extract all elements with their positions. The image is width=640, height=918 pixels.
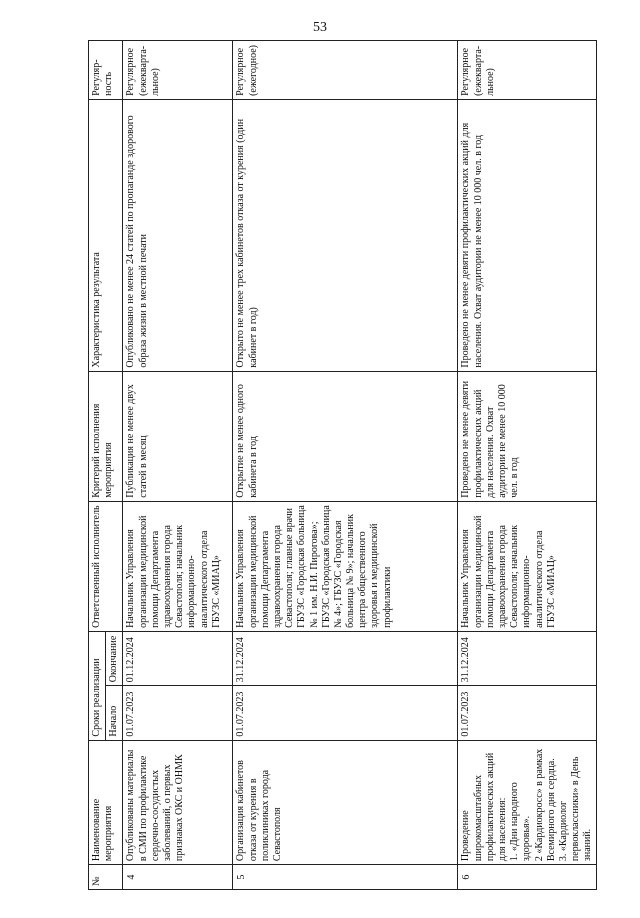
row-regularity: Регулярное (ежекварта-льное) [458, 41, 597, 100]
row-characteristic: Проведено не менее девяти профилактических акций для населения. Охват аудитории не менее 10 000 чел. в год [458, 99, 597, 371]
header-responsible: Ответственный исполнитель [89, 501, 123, 631]
table-header-row [89, 41, 106, 890]
header-start: Начало [106, 686, 123, 740]
row-name: Опубликованы материалы в СМИ по профилактике сердечно-сосудистых заболеваний, о первых признаках ОКС и ОНМК [123, 740, 233, 865]
rotated-table-container [88, 40, 594, 890]
row-responsible: Начальник Управления организации медицинской помощи Департамента здравоохранения города Севастополя; главные врачи ГБУЗС «Городская больница № 1 им. Н.И. Пирогова»; ГБУЗС «Городская больница № 4»; ГБУЗС «Городская больница № 9»; начальник центра общественного здоровья и медицинской профилактики [233, 501, 458, 631]
row-start: 01.07.2023 [123, 686, 233, 740]
row-responsible: Начальник Управления организации медицинской помощи Департамента здравоохранения города Севастополя; начальник информационно-аналитического отдела ГБУЗС «МИАЦ» [123, 501, 233, 631]
row-end: 01.12.2024 [123, 631, 233, 685]
header-dates: Сроки реализации [89, 631, 106, 740]
row-regularity: Регулярное (ежекварта-льное) [123, 41, 233, 100]
header-criterion: Критерий исполнения мероприятия [89, 371, 123, 501]
activities-table [88, 40, 597, 890]
row-criterion: Проведено не менее девяти профилактических акций для населения. Охват аудитории не менее 10 000 чел. в год [458, 371, 597, 501]
row-start: 01.07.2023 [233, 686, 458, 740]
row-name: Проведение широкомасштабных профилактических акций для населения: 1. «Дни народного здоровья». 2 «Кардиокросс» в рамках Всемирного дня сердца. 3. «Кардиолог первоклассники» в День знаний. [458, 740, 597, 865]
page-number: 53 [313, 20, 327, 35]
header-name: Наименование мероприятия [89, 740, 123, 865]
row-criterion: Открытие не менее одного кабинета в год [233, 371, 458, 501]
table-row [123, 41, 233, 890]
header-num: № [89, 865, 123, 890]
row-regularity: Регулярное (ежегодное) [233, 41, 458, 100]
header-regularity: Регуляр-ность [89, 41, 123, 100]
header-end: Окончание [106, 631, 123, 685]
row-criterion: Публикация не менее двух статей в месяц [123, 371, 233, 501]
row-characteristic: Опубликовано не менее 24 статей по пропаганде здорового образа жизни в местной печати [123, 99, 233, 371]
row-start: 01.07.2023 [458, 686, 597, 740]
row-characteristic: Открыто не менее трех кабинетов отказа от курения (один кабинет в год) [233, 99, 458, 371]
row-end: 31.12.2024 [233, 631, 458, 685]
row-name: Организация кабинетов отказа от курения в поликлиниках города Севастополя [233, 740, 458, 865]
table-row [458, 41, 597, 890]
row-num: 6 [458, 865, 597, 890]
row-end: 31.12.2024 [458, 631, 597, 685]
row-num: 4 [123, 865, 233, 890]
header-characteristic: Характеристика результата [89, 99, 123, 371]
row-responsible: Начальник Управления организации медицинской помощи Департамента здравоохранения города Севастополя; начальник информационно-аналитического отдела ГБУЗС «МИАЦ» [458, 501, 597, 631]
row-num: 5 [233, 865, 458, 890]
table-row [233, 41, 458, 890]
